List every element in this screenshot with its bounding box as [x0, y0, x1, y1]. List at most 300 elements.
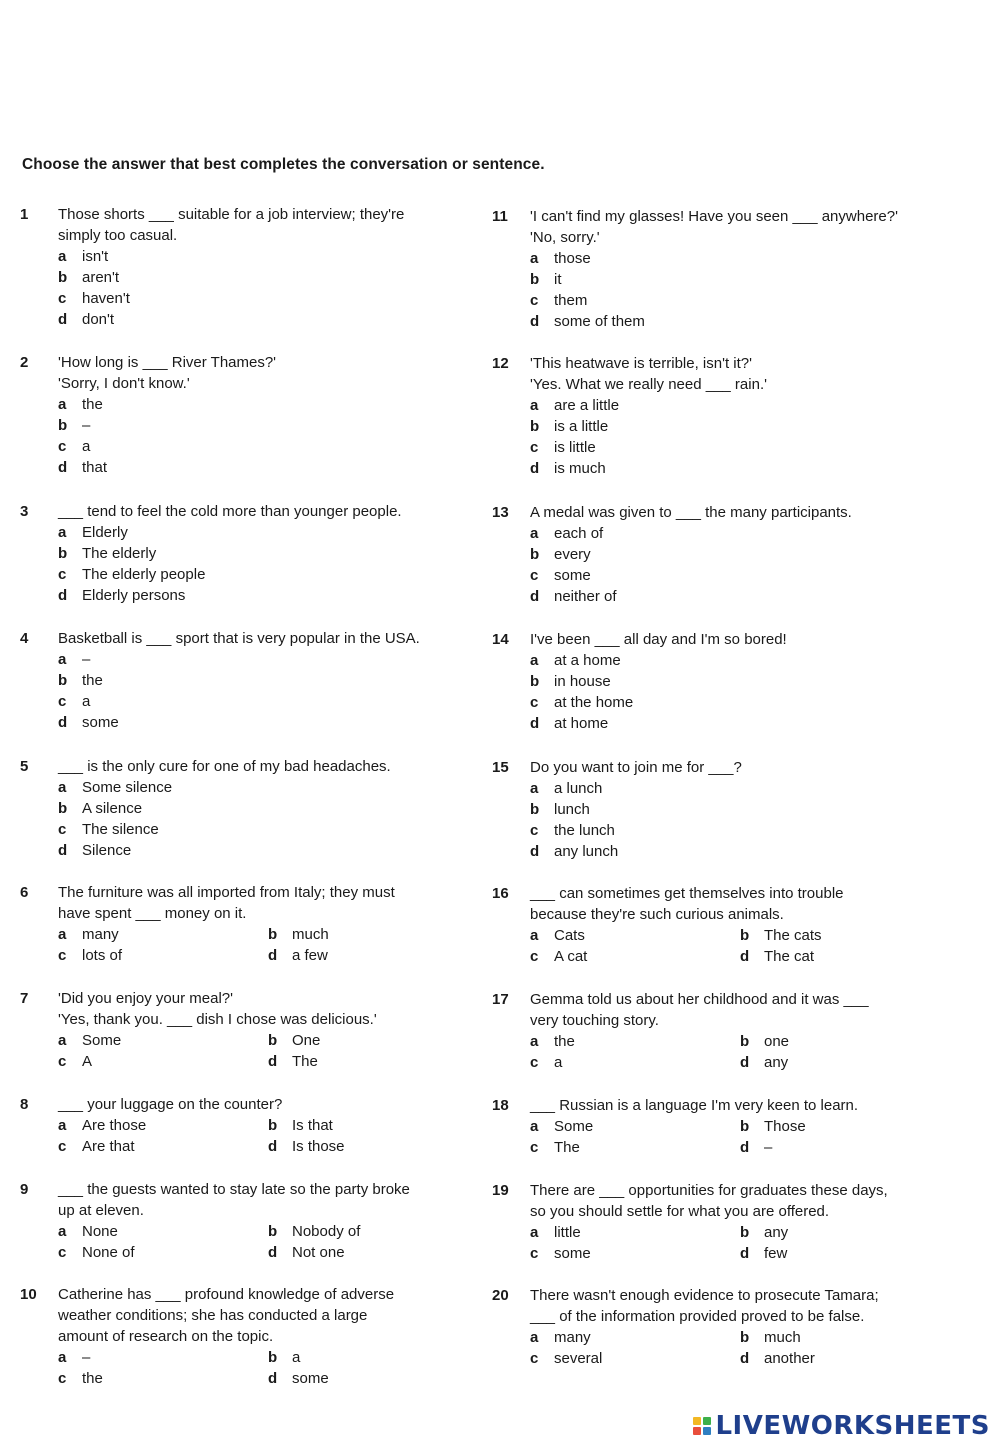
- answer-option[interactable]: [530, 565, 852, 586]
- answer-option[interactable]: [530, 248, 898, 269]
- answer-options: [530, 650, 787, 734]
- question-stem: [530, 883, 940, 925]
- answer-options: [530, 248, 898, 332]
- stem-line: ___ the guests wanted to stay late so the party broke: [58, 1181, 410, 1198]
- stem-line: have spent ___ money on it.: [58, 905, 247, 922]
- question-9: [20, 1179, 468, 1263]
- answer-option[interactable]: [58, 924, 268, 945]
- stem-line: The furniture was all imported from Italy; they must: [58, 884, 395, 901]
- option-text: –: [82, 417, 91, 434]
- answer-option[interactable]: [530, 395, 767, 416]
- answer-option[interactable]: [58, 267, 404, 288]
- option-text: The cats: [764, 927, 822, 944]
- option-letter: b: [58, 800, 68, 817]
- option-text: –: [82, 1349, 91, 1366]
- question-8: [20, 1094, 468, 1157]
- option-text: them: [554, 292, 588, 309]
- option-letter: a: [530, 525, 539, 542]
- question-18: [492, 1095, 940, 1158]
- answer-option[interactable]: [530, 586, 852, 607]
- question-number: 2: [20, 354, 29, 371]
- question-stem: [58, 988, 468, 1030]
- question-7: [20, 988, 468, 1072]
- option-text: in house: [554, 673, 611, 690]
- question-stem: [58, 1094, 468, 1115]
- stem-line: weather conditions; she has conducted a large: [58, 1307, 368, 1324]
- stem-line: 'No, sorry.': [530, 229, 600, 246]
- answer-option[interactable]: [58, 777, 391, 798]
- question-stem: [530, 1095, 940, 1116]
- option-text: None: [82, 1223, 118, 1240]
- question-stem: [530, 629, 787, 650]
- question-number: 6: [20, 884, 29, 901]
- answer-option[interactable]: [58, 691, 420, 712]
- option-letter: b: [740, 927, 750, 944]
- answer-option[interactable]: [740, 1137, 940, 1158]
- option-letter: c: [530, 1139, 539, 1156]
- option-letter: d: [268, 1053, 278, 1070]
- option-letter: c: [530, 567, 539, 584]
- option-text: A cat: [554, 948, 588, 965]
- option-text: are a little: [554, 397, 620, 414]
- answer-option[interactable]: [530, 1116, 740, 1137]
- answer-option[interactable]: [268, 1030, 468, 1051]
- option-text: Those: [764, 1118, 806, 1135]
- logo-square: [703, 1427, 711, 1435]
- logo-square: [693, 1427, 701, 1435]
- option-text: –: [82, 651, 91, 668]
- stem-line: Gemma told us about her childhood and it was ___: [530, 991, 869, 1008]
- question-12: [492, 353, 767, 479]
- option-text: some: [554, 567, 591, 584]
- question-number: 4: [20, 630, 29, 647]
- logo-square: [693, 1417, 701, 1425]
- option-letter: d: [530, 843, 540, 860]
- question-number: 17: [492, 991, 509, 1008]
- option-letter: a: [58, 1117, 67, 1134]
- answer-option[interactable]: [740, 946, 940, 967]
- question-stem: [58, 756, 391, 777]
- stem-line: Basketball is ___ sport that is very popular in the USA.: [58, 630, 420, 647]
- option-text: Silence: [82, 842, 132, 859]
- option-text: one: [764, 1033, 790, 1050]
- question-stem: [530, 353, 767, 395]
- answer-option[interactable]: [58, 1221, 268, 1242]
- answer-option[interactable]: [530, 290, 898, 311]
- option-letter: c: [530, 822, 539, 839]
- option-text: The elderly people: [82, 566, 206, 583]
- stem-line: ___ of the information provided proved to be false.: [530, 1308, 865, 1325]
- answer-option[interactable]: [740, 1031, 940, 1052]
- answer-option[interactable]: [58, 585, 402, 606]
- question-16: [492, 883, 940, 967]
- answer-option[interactable]: [268, 1136, 468, 1157]
- option-text: don't: [82, 311, 115, 328]
- option-letter: c: [530, 948, 539, 965]
- option-letter: d: [740, 1350, 750, 1367]
- answer-option[interactable]: [740, 1052, 940, 1073]
- option-letter: d: [740, 1139, 750, 1156]
- question-number: 7: [20, 990, 29, 1007]
- option-letter: b: [268, 1032, 278, 1049]
- option-letter: d: [530, 313, 540, 330]
- question-13: [492, 502, 852, 607]
- answer-option[interactable]: [530, 458, 767, 479]
- question-number: 14: [492, 631, 509, 648]
- option-text: lots of: [82, 947, 123, 964]
- option-letter: b: [740, 1224, 750, 1241]
- answer-options: [58, 1030, 468, 1072]
- answer-option[interactable]: [530, 692, 787, 713]
- option-letter: b: [530, 418, 540, 435]
- answer-option[interactable]: [530, 925, 740, 946]
- answer-option[interactable]: [268, 1221, 468, 1242]
- stem-line: Do you want to join me for ___?: [530, 759, 742, 776]
- answer-options: [58, 394, 276, 478]
- option-letter: d: [58, 714, 68, 731]
- stem-line: very touching story.: [530, 1012, 659, 1029]
- option-text: Cats: [554, 927, 585, 944]
- option-letter: c: [58, 290, 67, 307]
- option-text: Some: [554, 1118, 594, 1135]
- option-letter: c: [530, 1350, 539, 1367]
- option-letter: a: [530, 250, 539, 267]
- answer-option[interactable]: [530, 311, 898, 332]
- option-letter: a: [530, 780, 539, 797]
- option-text: Is those: [292, 1138, 345, 1155]
- option-letter: d: [268, 947, 278, 964]
- answer-option[interactable]: [58, 522, 402, 543]
- option-letter: a: [58, 651, 67, 668]
- option-letter: a: [530, 1329, 539, 1346]
- option-text: is a little: [554, 418, 609, 435]
- option-text: the: [82, 396, 103, 413]
- option-text: isn't: [82, 248, 109, 265]
- answer-option[interactable]: [58, 1136, 268, 1157]
- stem-line: 'Yes, thank you. ___ dish I chose was delicious.': [58, 1011, 377, 1028]
- option-text: many: [554, 1329, 591, 1346]
- answer-options: [530, 395, 767, 479]
- question-number: 9: [20, 1181, 29, 1198]
- option-text: One: [292, 1032, 321, 1049]
- question-stem: [530, 206, 898, 248]
- stem-line: ___ Russian is a language I'm very keen to learn.: [530, 1097, 859, 1114]
- answer-option[interactable]: [530, 650, 787, 671]
- answer-option[interactable]: [58, 543, 402, 564]
- answer-option[interactable]: [530, 1137, 740, 1158]
- option-text: any: [764, 1054, 789, 1071]
- option-text: much: [764, 1329, 801, 1346]
- answer-option[interactable]: [58, 798, 391, 819]
- option-text: a lunch: [554, 780, 603, 797]
- answer-option[interactable]: [58, 819, 391, 840]
- answer-option[interactable]: [530, 1052, 740, 1073]
- answer-option[interactable]: [58, 945, 268, 966]
- answer-option[interactable]: [58, 309, 404, 330]
- answer-option[interactable]: [740, 1327, 940, 1348]
- option-letter: b: [740, 1329, 750, 1346]
- answer-options: [530, 925, 940, 967]
- answer-option[interactable]: [58, 288, 404, 309]
- answer-option[interactable]: [530, 269, 898, 290]
- option-letter: a: [58, 1032, 67, 1049]
- answer-option[interactable]: [268, 945, 468, 966]
- option-letter: d: [740, 1245, 750, 1262]
- stem-line: ___ tend to feel the cold more than younger people.: [58, 503, 402, 520]
- question-number: 12: [492, 355, 509, 372]
- question-stem: [58, 501, 402, 522]
- answer-option[interactable]: [530, 523, 852, 544]
- option-letter: c: [58, 1053, 67, 1070]
- question-stem: [530, 502, 852, 523]
- answer-option[interactable]: [58, 840, 391, 861]
- question-20: [492, 1285, 940, 1369]
- option-text: every: [554, 546, 591, 563]
- stem-line: 'This heatwave is terrible, isn't it?': [530, 355, 753, 372]
- answer-option[interactable]: [58, 436, 276, 457]
- answer-option[interactable]: [530, 416, 767, 437]
- answer-option[interactable]: [58, 1347, 268, 1368]
- answer-option[interactable]: [268, 1115, 468, 1136]
- question-stem: [530, 1180, 940, 1222]
- answer-option[interactable]: [58, 1051, 268, 1072]
- option-text: each of: [554, 525, 604, 542]
- option-text: Some: [82, 1032, 122, 1049]
- answer-option[interactable]: [58, 1242, 268, 1263]
- answer-option[interactable]: [740, 1116, 940, 1137]
- answer-option[interactable]: [58, 1115, 268, 1136]
- option-text: many: [82, 926, 119, 943]
- question-stem: [530, 757, 742, 778]
- answer-options: [58, 1347, 468, 1389]
- answer-options: [58, 649, 420, 733]
- option-letter: d: [530, 588, 540, 605]
- option-letter: a: [58, 396, 67, 413]
- question-stem: [58, 352, 276, 394]
- option-text: is much: [554, 460, 606, 477]
- option-text: little: [554, 1224, 581, 1241]
- question-stem: [530, 989, 940, 1031]
- answer-options: [58, 1115, 468, 1157]
- question-17: [492, 989, 940, 1073]
- answer-option[interactable]: [268, 1368, 468, 1389]
- answer-option[interactable]: [530, 1348, 740, 1369]
- answer-option[interactable]: [530, 820, 742, 841]
- answer-options: [530, 1116, 940, 1158]
- option-text: some: [82, 714, 119, 731]
- logo-text: LIVEWORKSHEETS: [715, 1411, 990, 1441]
- stem-line: Those shorts ___ suitable for a job interview; they're: [58, 206, 405, 223]
- option-letter: a: [530, 1033, 539, 1050]
- answer-option[interactable]: [268, 1051, 468, 1072]
- stem-line: I've been ___ all day and I'm so bored!: [530, 631, 787, 648]
- option-letter: d: [268, 1244, 278, 1261]
- answer-option[interactable]: [530, 671, 787, 692]
- option-text: Are those: [82, 1117, 147, 1134]
- option-text: some of them: [554, 313, 645, 330]
- option-letter: b: [58, 672, 68, 689]
- answer-options: [58, 1221, 468, 1263]
- stem-line: 'Yes. What we really need ___ rain.': [530, 376, 767, 393]
- option-letter: b: [268, 1223, 278, 1240]
- answer-option[interactable]: [530, 544, 852, 565]
- option-letter: c: [58, 438, 67, 455]
- option-letter: a: [530, 1224, 539, 1241]
- question-number: 8: [20, 1096, 29, 1113]
- answer-option[interactable]: [740, 1348, 940, 1369]
- option-text: a: [82, 693, 91, 710]
- stem-line: ___ can sometimes get themselves into trouble: [530, 885, 844, 902]
- stem-line: A medal was given to ___ the many participants.: [530, 504, 852, 521]
- option-letter: c: [58, 1370, 67, 1387]
- answer-option[interactable]: [740, 1222, 940, 1243]
- answer-option[interactable]: [530, 799, 742, 820]
- option-text: Elderly persons: [82, 587, 186, 604]
- question-19: [492, 1180, 940, 1264]
- question-6: [20, 882, 468, 966]
- option-text: Are that: [82, 1138, 135, 1155]
- answer-option[interactable]: [740, 1243, 940, 1264]
- question-number: 15: [492, 759, 509, 776]
- question-number: 20: [492, 1287, 509, 1304]
- option-letter: d: [268, 1370, 278, 1387]
- option-text: A silence: [82, 800, 143, 817]
- option-text: at a home: [554, 652, 621, 669]
- option-text: lunch: [554, 801, 590, 818]
- answer-option[interactable]: [268, 924, 468, 945]
- answer-option[interactable]: [530, 841, 742, 862]
- option-letter: c: [58, 1244, 67, 1261]
- answer-option[interactable]: [58, 415, 276, 436]
- option-letter: b: [530, 801, 540, 818]
- stem-line: because they're such curious animals.: [530, 906, 784, 923]
- option-letter: a: [530, 652, 539, 669]
- option-letter: b: [268, 926, 278, 943]
- option-text: None of: [82, 1244, 135, 1261]
- option-text: Not one: [292, 1244, 345, 1261]
- option-letter: d: [58, 587, 68, 604]
- option-text: The cat: [764, 948, 815, 965]
- option-letter: d: [530, 715, 540, 732]
- option-text: The: [554, 1139, 580, 1156]
- question-number: 18: [492, 1097, 509, 1114]
- answer-option[interactable]: [530, 946, 740, 967]
- answer-option[interactable]: [58, 1368, 268, 1389]
- option-text: neither of: [554, 588, 617, 605]
- answer-option[interactable]: [268, 1347, 468, 1368]
- option-text: another: [764, 1350, 815, 1367]
- answer-option[interactable]: [740, 925, 940, 946]
- answer-option[interactable]: [530, 713, 787, 734]
- answer-option[interactable]: [58, 1030, 268, 1051]
- question-stem: [58, 204, 404, 246]
- option-letter: b: [530, 546, 540, 563]
- option-letter: c: [530, 1054, 539, 1071]
- option-text: The elderly: [82, 545, 157, 562]
- option-letter: c: [58, 693, 67, 710]
- option-letter: b: [740, 1118, 750, 1135]
- answer-option[interactable]: [58, 246, 404, 267]
- logo-icon: [693, 1417, 711, 1435]
- answer-option[interactable]: [530, 1327, 740, 1348]
- option-text: Is that: [292, 1117, 333, 1134]
- option-text: the: [82, 672, 103, 689]
- question-15: [492, 757, 742, 862]
- answer-option[interactable]: [530, 778, 742, 799]
- option-text: few: [764, 1245, 788, 1262]
- question-stem: [58, 882, 468, 924]
- answer-option[interactable]: [58, 564, 402, 585]
- option-text: is little: [554, 439, 596, 456]
- stem-line: 'How long is ___ River Thames?': [58, 354, 277, 371]
- stem-line: 'Sorry, I don't know.': [58, 375, 190, 392]
- answer-option[interactable]: [58, 457, 276, 478]
- option-text: it: [554, 271, 562, 288]
- answer-option[interactable]: [58, 394, 276, 415]
- option-text: some: [554, 1245, 591, 1262]
- question-number: 1: [20, 206, 29, 223]
- answer-option[interactable]: [58, 649, 420, 670]
- answer-option[interactable]: [530, 1243, 740, 1264]
- option-text: any: [764, 1224, 789, 1241]
- question-4: [20, 628, 420, 733]
- question-stem: [58, 628, 420, 649]
- option-letter: b: [530, 673, 540, 690]
- option-text: several: [554, 1350, 603, 1367]
- answer-option[interactable]: [268, 1242, 468, 1263]
- option-text: Nobody of: [292, 1223, 361, 1240]
- option-text: that: [82, 459, 108, 476]
- question-stem: [58, 1179, 468, 1221]
- option-letter: b: [268, 1117, 278, 1134]
- option-text: much: [292, 926, 329, 943]
- option-text: haven't: [82, 290, 130, 307]
- option-text: those: [554, 250, 591, 267]
- answer-option[interactable]: [58, 670, 420, 691]
- option-letter: b: [740, 1033, 750, 1050]
- question-11: [492, 206, 898, 332]
- option-letter: b: [530, 271, 540, 288]
- option-letter: d: [58, 311, 68, 328]
- answer-options: [58, 777, 391, 861]
- stem-line: ___ is the only cure for one of my bad headaches.: [58, 758, 391, 775]
- option-letter: c: [58, 821, 67, 838]
- option-text: the: [82, 1370, 103, 1387]
- option-letter: a: [530, 927, 539, 944]
- question-number: 16: [492, 885, 509, 902]
- option-text: aren't: [82, 269, 120, 286]
- option-letter: a: [58, 926, 67, 943]
- option-letter: d: [530, 460, 540, 477]
- answer-options: [530, 1222, 940, 1264]
- option-text: A: [82, 1053, 93, 1070]
- option-letter: a: [58, 248, 67, 265]
- option-letter: b: [58, 269, 68, 286]
- answer-option[interactable]: [58, 712, 420, 733]
- option-text: –: [764, 1139, 773, 1156]
- answer-option[interactable]: [530, 1031, 740, 1052]
- question-number: 11: [492, 208, 508, 225]
- option-text: the: [554, 1033, 575, 1050]
- question-number: 19: [492, 1182, 509, 1199]
- stem-line: 'I can't find my glasses! Have you seen ___ anywhere?': [530, 208, 898, 225]
- option-letter: a: [530, 1118, 539, 1135]
- answer-options: [530, 523, 852, 607]
- answer-option[interactable]: [530, 1222, 740, 1243]
- option-letter: c: [58, 566, 67, 583]
- answer-option[interactable]: [530, 437, 767, 458]
- option-text: at the home: [554, 694, 634, 711]
